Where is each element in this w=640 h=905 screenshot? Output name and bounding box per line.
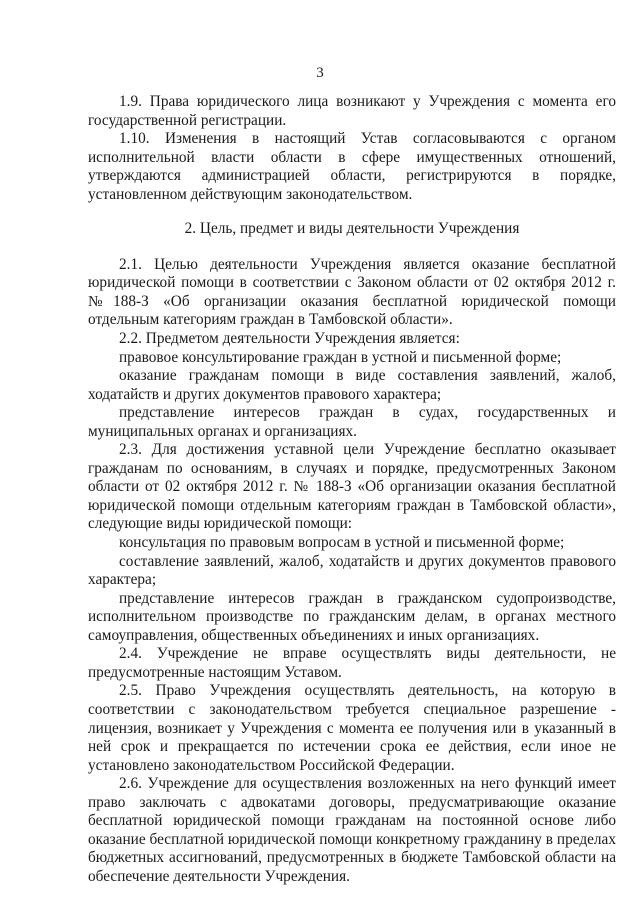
list-item: представление интересов граждан в судах, государственных и муниципальных органах и организациях.	[88, 404, 616, 440]
paragraph-2-3: 2.3. Для достижения уставной цели Учреждение бесплатно оказывает гражданам по основаниям, в случаях и порядке, предусмотренных Законом области от 02 октября 2012 г. № 188-З «Об организации оказания бесплатной юридической помощи отдельным категориям граждан в Тамбовской области», следующие виды юридической помощи:	[88, 441, 616, 533]
paragraph-1-10: 1.10. Изменения в настоящий Устав согласовываются с органом исполнительной власти области в сфере имущественных отношений, утверждаются администрацией области, регистрируются в порядке, установленном действующим законодательством.	[88, 130, 616, 203]
paragraph-2-1: 2.1. Целью деятельности Учреждения является оказание бесплатной юридической помощи в соответствии с Законом области от 02 октября 2012 г. №188-З «Об организации оказания бесплатной юридической помощи отдельным категориям граждан в Тамбовской области».	[88, 255, 616, 329]
list-item: оказание гражданам помощи в виде составления заявлений, жалоб, ходатайств и других документов правового характера;	[88, 367, 616, 403]
section-title: 2. Цель, предмет и виды деятельности Учреждения	[184, 220, 520, 238]
paragraph-2-4: 2.4. Учреждение не вправе осуществлять виды деятельности, не предусмотренные настоящим Уставом.	[88, 645, 616, 681]
list-item: представление интересов граждан в гражданском судопроизводстве, исполнительном производстве по гражданским делам, в органах местного самоуправления, общественных объединениях и иных организациях.	[88, 589, 616, 644]
paragraph-2-2: 2.2. Предметом деятельности Учреждения является:	[119, 330, 460, 348]
paragraph-1-9: 1.9. Права юридического лица возникают у Учреждения с момента его государственной регистрации.	[88, 93, 616, 129]
document-body	[88, 93, 616, 886]
page-number: 3	[316, 65, 324, 81]
list-item: консультация по правовым вопросам в устной и письменной форме;	[119, 534, 565, 552]
list-item: правовое консультирование граждан в устной и письменной форме;	[119, 348, 562, 366]
list-item: составление заявлений, жалоб, ходатайств и других документов правового характера;	[88, 552, 616, 589]
paragraph-2-6: 2.6. Учреждение для осуществления возложенных на него функций имеет право заключать с адвокатами договоры, предусматривающие оказание бесплатной юридической помощи гражданам на постоянной основе либо оказание бесплатной юридической помощи конкретному гражданину в пределах бюджетных ассигнований, предусмотренных в бюджете Тамбовской области на обеспечение деятельности Учреждения.	[88, 775, 616, 885]
paragraph-2-5: 2.5. Право Учреждения осуществлять деятельность, на которую в соответствии с законодательством требуется специальное разрешение - лицензия, возникает у Учреждения с момента ее получения или в указанный в ней срок и прекращается по истечении срока ее действия, если иное не установлено законодательством Российской Федерации.	[88, 682, 616, 774]
